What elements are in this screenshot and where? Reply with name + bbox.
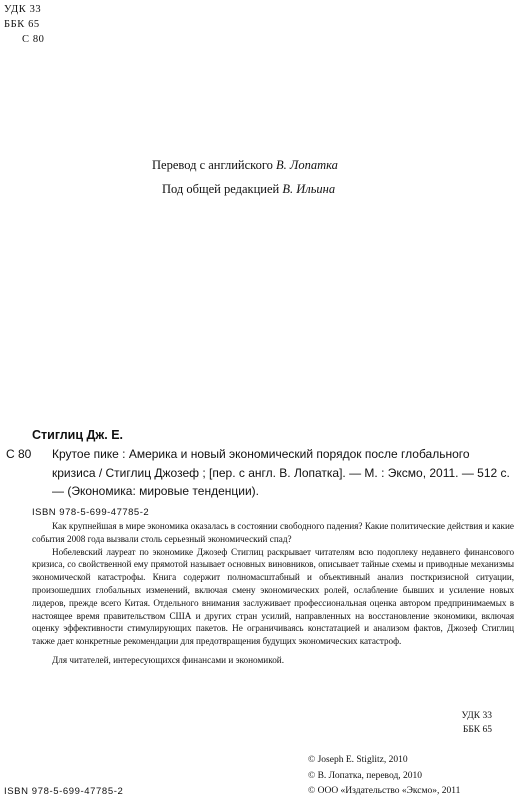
catalog-index: С 80	[6, 447, 32, 461]
footer-isbn: ISBN 978-5-699-47785-2	[4, 786, 124, 797]
catalog-isbn: ISBN 978-5-699-47785-2	[32, 506, 150, 518]
bbk-code: ББК 65	[4, 19, 40, 30]
editor-name: В. Ильина	[282, 182, 336, 196]
editor-prefix: Под общей редакцией	[162, 182, 280, 196]
author-sign: С 80	[22, 34, 45, 45]
translation-credit	[152, 158, 338, 173]
catalog-author: Стиглиц Дж. Е.	[32, 428, 124, 442]
copyright-author: © Joseph E. Stiglitz, 2010	[308, 755, 408, 765]
annotation-paragraph-1: Как крупнейшая в мире экономика оказалась в состоянии свободного падения? Какие политические действия и какие события 2008 года вызвали столь серьезный экономический спад?	[32, 521, 514, 544]
annotation-paragraph-3: Для читателей, интересующихся финансами и экономикой.	[52, 654, 285, 665]
copyright-translation: © В. Лопатка, перевод, 2010	[308, 771, 423, 781]
catalog-entry	[32, 445, 514, 522]
annotation	[32, 520, 514, 667]
catalog-description: Крутое пике : Америка и новый экономический порядок после глобального кризиса / Стиглиц Джозеф ; [пер. с англ. В. Лопатка]. — М. : Эксмо, 2011. — 512 с. — (Экономика: мировые тенденции).	[52, 447, 510, 498]
bottom-bbk-code: ББК 65	[462, 725, 492, 735]
udk-code: УДК 33	[4, 4, 42, 15]
translation-prefix: Перевод с английского	[152, 158, 273, 172]
editor-credit	[162, 182, 335, 197]
bottom-udk-code: УДК 33	[461, 711, 492, 721]
translator-name: В. Лопатка	[276, 158, 338, 172]
copyright-publisher: © ООО «Издательство «Эксмо», 2011	[308, 786, 461, 796]
annotation-paragraph-2: Нобелевский лауреат по экономике Джозеф Стиглиц раскрывает читателям всю подоплеку недавнего финансового кризиса, со свойственной ему прямотой называет основных виновников, описывает тайные схемы и приводные механизмы экономической катастрофы. Книга содержит полномасштабный и объективный анализ посткризисной ситуации, произошедших глобальных изменений, включая смену экономических ролей, ослабление бывших и усиление новых лидеров, прежде всего Китая. Отдельного внимания заслуживает профессиональная оценка автором предпринимаемых в настоящее время правительством США и других стран усилий, направленных на восстановление экономики, включая оценку эффективности стимулирующих пакетов. Не ограничиваясь констатацией и анализом фактов, Джозеф Стиглиц также дает конкретные рекомендации для предотвращения будущих экономических катастроф.	[32, 546, 514, 647]
